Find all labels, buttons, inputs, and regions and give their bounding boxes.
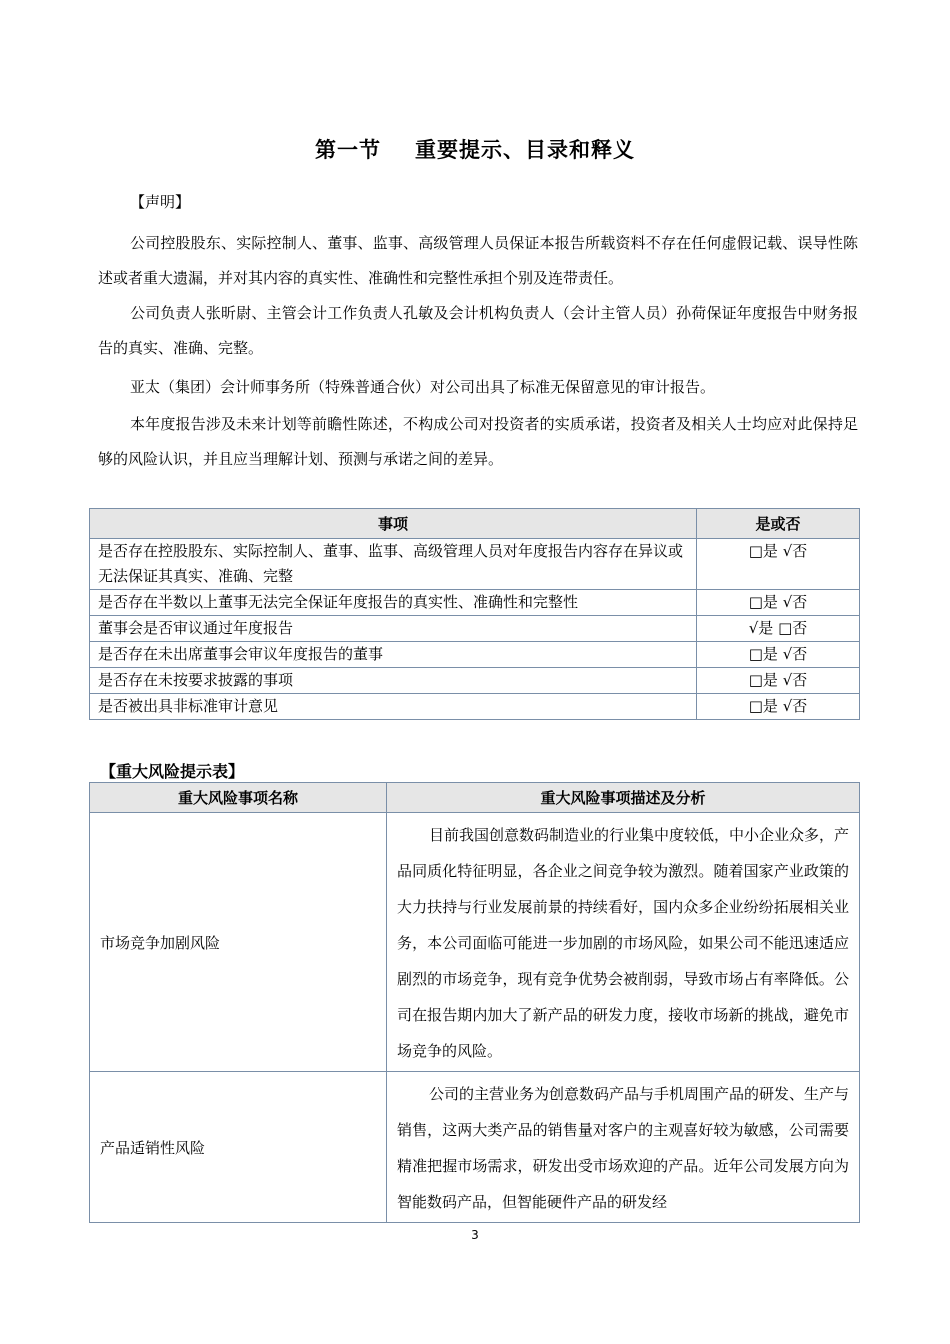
- table-header-row: [90, 509, 860, 539]
- column-header-risk-name: 重大风险事项名称: [90, 783, 387, 813]
- item-cell: 是否存在未出席董事会审议年度报告的董事: [90, 642, 697, 668]
- table-row: [90, 813, 860, 1072]
- page-number: 3: [471, 1228, 479, 1242]
- answer-cell: □是 √否: [697, 668, 860, 694]
- risk-table: [89, 782, 860, 1223]
- table-row: [90, 1072, 860, 1223]
- risk-name-cell: 市场竞争加剧风险: [90, 813, 387, 1072]
- risk-description-cell: 公司的主营业务为创意数码产品与手机周围产品的研发、生产与销售，这两大类产品的销售量对客户的主观喜好较为敏感，公司需要精准把握市场需求，研发出受市场欢迎的产品。近年公司发展方向为智能数码产品，但智能硬件产品的研发经: [387, 1072, 860, 1223]
- answer-cell: □是 √否: [697, 642, 860, 668]
- table-row: [90, 668, 860, 694]
- confirmation-table: [89, 508, 860, 720]
- statement-paragraph-4: 本年度报告涉及未来计划等前瞻性陈述，不构成公司对投资者的实质承诺，投资者及相关人士均应对此保持足够的风险认识，并且应当理解计划、预测与承诺之间的差异。: [98, 415, 858, 468]
- answer-cell: □是 √否: [697, 539, 860, 590]
- statement-paragraph-2: 公司负责人张昕尉、主管会计工作负责人孔敏及会计机构负责人（会计主管人员）孙荷保证年度报告中财务报告的真实、准确、完整。: [98, 304, 858, 357]
- risk-name-cell: 产品适销性风险: [90, 1072, 387, 1223]
- risk-table-heading: 【重大风险提示表】: [100, 762, 245, 781]
- table-row: [90, 590, 860, 616]
- table-header-row: [90, 783, 860, 813]
- table-row: [90, 539, 860, 590]
- statement-paragraph-3: 亚太（集团）会计师事务所（特殊普通合伙）对公司出具了标准无保留意见的审计报告。: [130, 378, 716, 396]
- item-cell: 是否存在半数以上董事无法完全保证年度报告的真实性、准确性和完整性: [90, 590, 697, 616]
- section-title: [0, 134, 950, 164]
- table-row: [90, 616, 860, 642]
- answer-cell: □是 √否: [697, 590, 860, 616]
- answer-cell: √是 □否: [697, 616, 860, 642]
- statement-heading: 【声明】: [130, 193, 191, 211]
- section-title-text: 重要提示、目录和释义: [415, 138, 635, 162]
- column-header-risk-description: 重大风险事项描述及分析: [387, 783, 860, 813]
- item-cell: 是否存在未按要求披露的事项: [90, 668, 697, 694]
- statement-paragraph-1: 公司控股股东、实际控制人、董事、监事、高级管理人员保证本报告所载资料不存在任何虚假记载、误导性陈述或者重大遗漏，并对其内容的真实性、准确性和完整性承担个别及连带责任。: [98, 234, 858, 287]
- column-header-answer: 是或否: [697, 509, 860, 539]
- column-header-item: 事项: [90, 509, 697, 539]
- item-cell: 董事会是否审议通过年度报告: [90, 616, 697, 642]
- table-row: [90, 642, 860, 668]
- answer-cell: □是 √否: [697, 694, 860, 720]
- table-row: [90, 694, 860, 720]
- item-cell: 是否被出具非标准审计意见: [90, 694, 697, 720]
- risk-description-cell: 目前我国创意数码制造业的行业集中度较低，中小企业众多，产品同质化特征明显，各企业之间竞争较为激烈。随着国家产业政策的大力扶持与行业发展前景的持续看好，国内众多企业纷纷拓展相关业务，本公司面临可能进一步加剧的市场风险，如果公司不能迅速适应剧烈的市场竞争，现有竞争优势会被削弱，导致市场占有率降低。公司在报告期内加大了新产品的研发力度，接收市场新的挑战，避免市场竞争的风险。: [387, 813, 860, 1072]
- item-cell: 是否存在控股股东、实际控制人、董事、监事、高级管理人员对年度报告内容存在异议或无法保证其真实、准确、完整: [90, 539, 697, 590]
- section-number: 第一节: [315, 138, 381, 162]
